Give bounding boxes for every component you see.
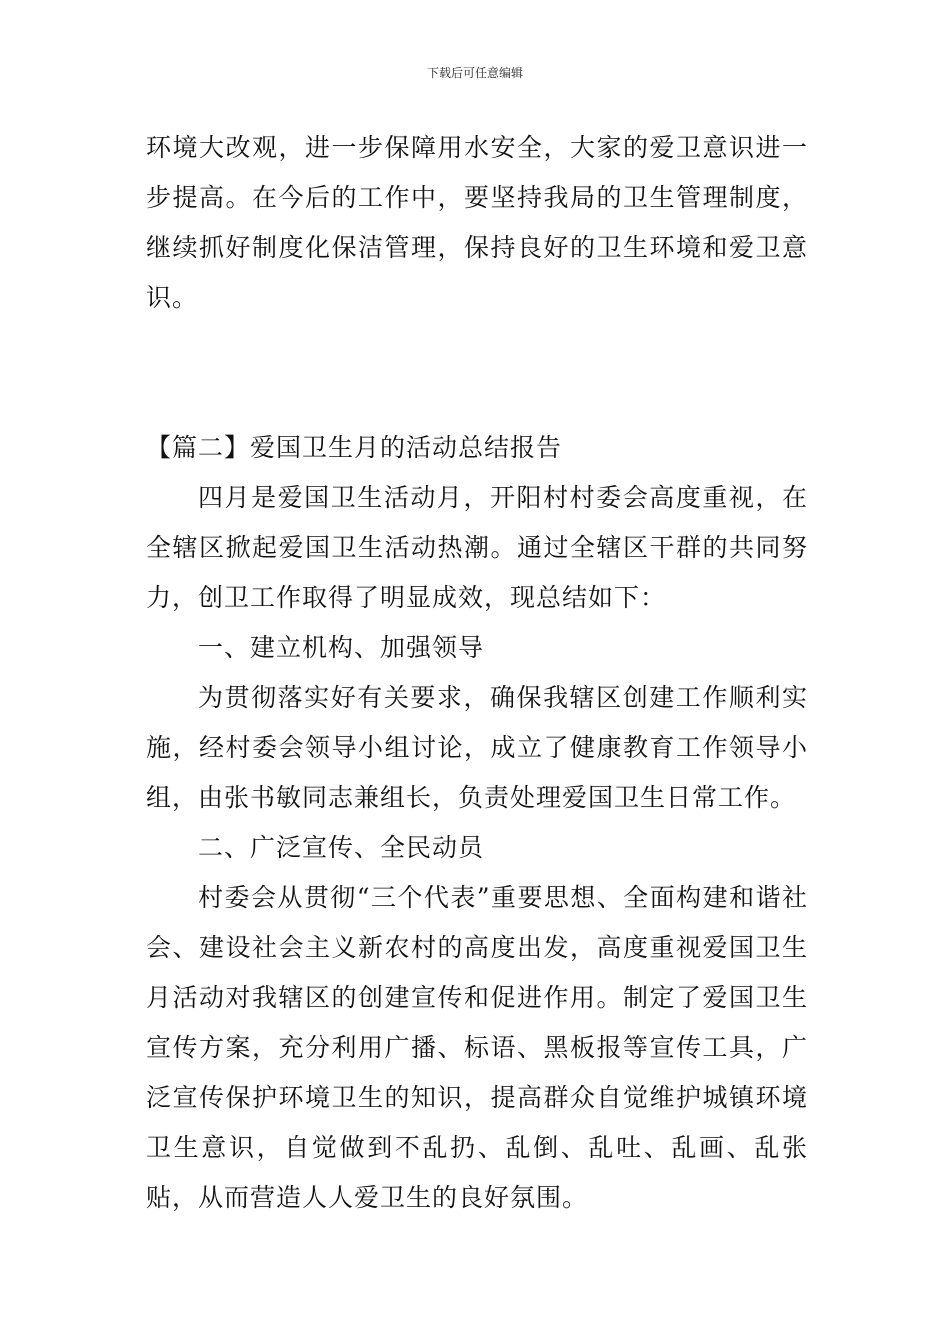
intro-paragraph: 四月是爱国卫生活动月，开阳村村委会高度重视，在全辖区掀起爱国卫生活动热潮。通过全辖区干群的共同努力，创卫工作取得了明显成效，现总结如下： [146,483,808,612]
heading-one: 一、建立机构、加强领导 [198,633,485,662]
paragraph-two: 村委会从贯彻“三个代表”重要思想、全面构建和谐社会、建设社会主义新农村的高度出发，高度重视爱国卫生月活动对我辖区的创建宣传和促进作用。制定了爱国卫生宣传方案，充分利用广播、标语、黑板报等宣传工具，广泛宣传保护环境卫生的知识，提高群众自觉维护城镇环境卫生意识，自觉做到不乱扔、乱倒、乱吐、乱画、乱张贴，从而营造人人爱卫生的良好氛围。 [146,883,808,1212]
continued-paragraph: 环境大改观，进一步保障用水安全，大家的爱卫意识进一步提高。在今后的工作中，要坚持我局的卫生管理制度，继续抓好制度化保洁管理，保持良好的卫生环境和爱卫意识。 [146,133,808,312]
section-pian-er [146,423,808,1223]
heading-two: 二、广泛宣传、全民动员 [198,833,485,862]
page-header [0,64,950,82]
header-text: 下载后可任意编辑 [426,66,523,80]
top-text-block [146,123,808,323]
paragraph-one: 为贯彻落实好有关要求，确保我辖区创建工作顺利实施，经村委会领导小组讨论，成立了健康教育工作领导小组，由张书敏同志兼组长，负责处理爱国卫生日常工作。 [146,683,808,812]
section-title: 【篇二】爱国卫生月的活动总结报告 [146,433,563,462]
